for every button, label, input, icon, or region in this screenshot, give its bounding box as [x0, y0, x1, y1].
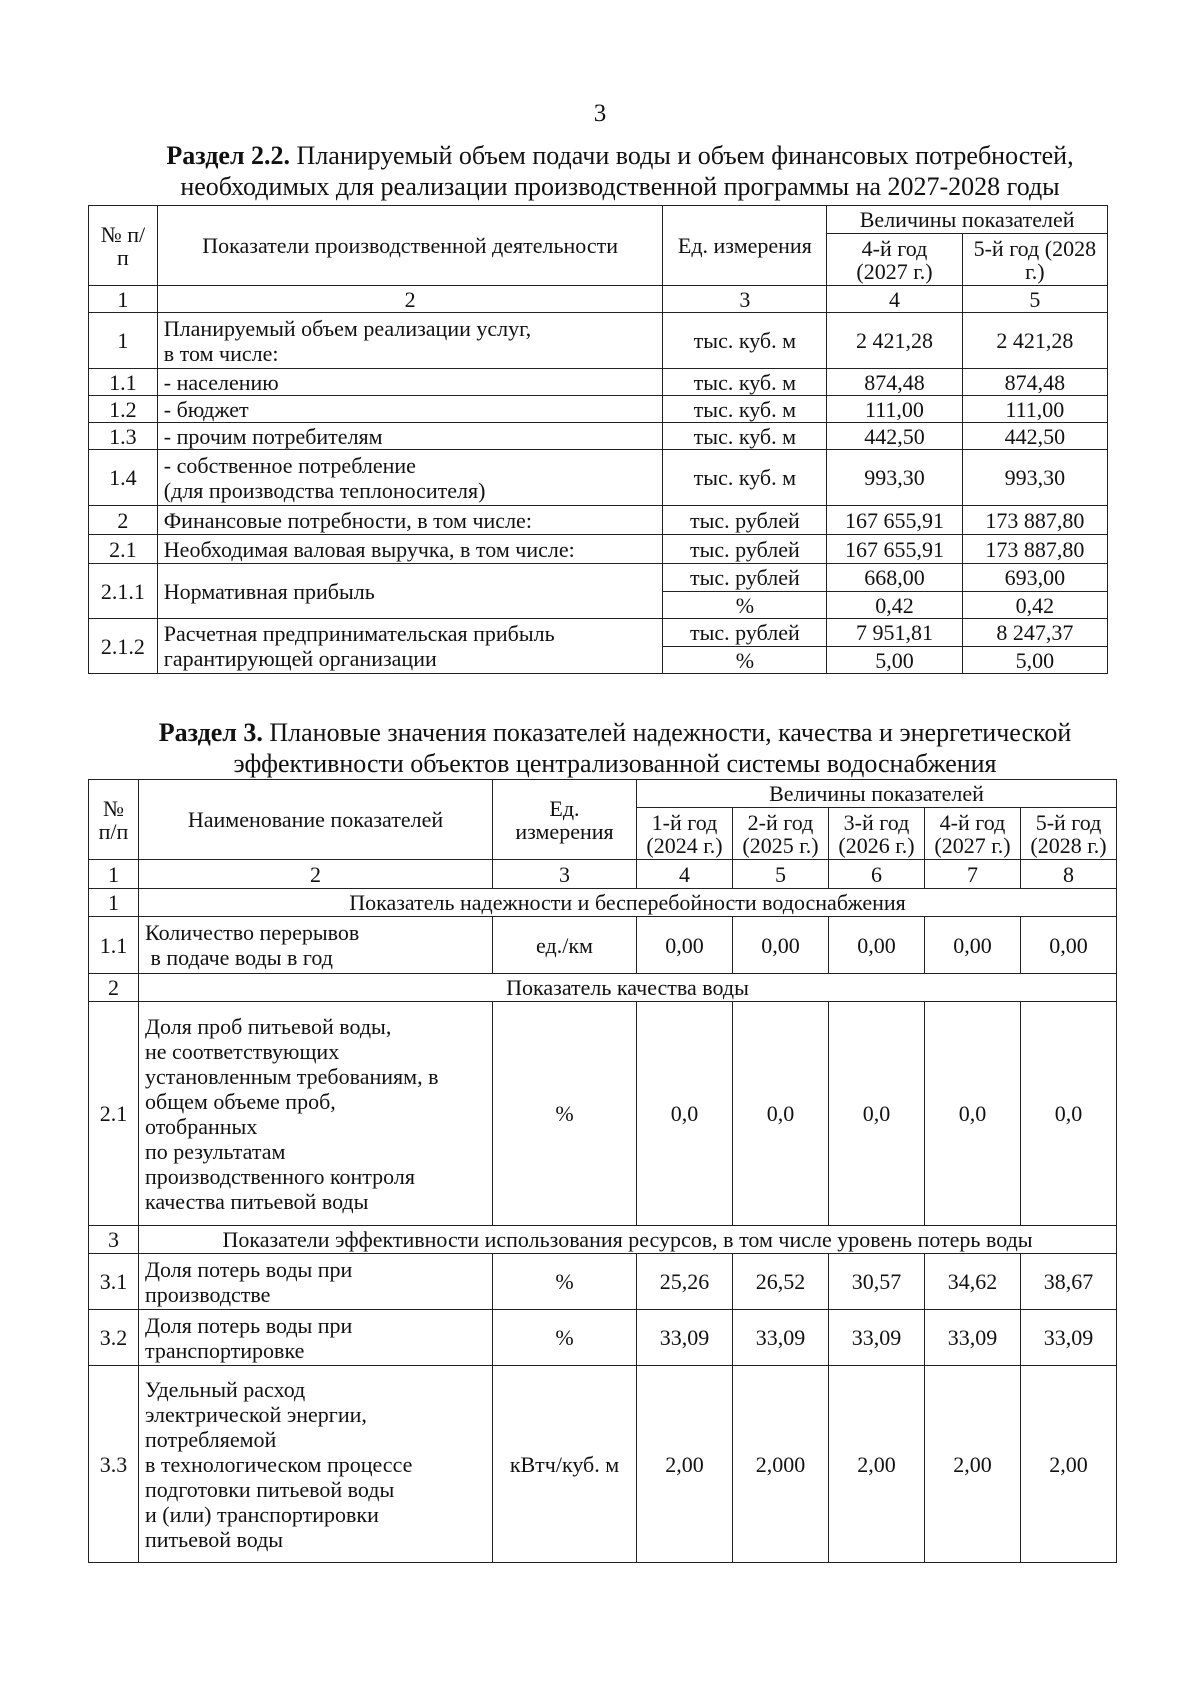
- row-name-line: общем объеме проб,: [145, 1088, 336, 1114]
- header-year-1: 1-й год (2024 г.): [637, 808, 733, 860]
- row-unit: ед./км: [493, 917, 637, 974]
- row-value-2027: 668,00: [827, 564, 962, 592]
- table-row: [89, 450, 1108, 506]
- table-row: [89, 423, 1108, 450]
- row-name-line: транспортировке: [145, 1337, 305, 1363]
- row-unit: тыс. куб. м: [663, 396, 827, 423]
- row-value-2027: 167 655,91: [827, 506, 962, 535]
- row-value-2028: 0,42: [962, 592, 1107, 619]
- col-number: 5: [733, 860, 829, 889]
- row-name: - бюджет: [157, 396, 663, 423]
- col-number: 3: [663, 286, 827, 313]
- header-year-4: 4-й год (2027 г.): [827, 234, 962, 286]
- row-unit: тыс. рублей: [663, 564, 827, 592]
- row-value: 0,0: [925, 1002, 1021, 1226]
- row-num: 1.4: [89, 450, 158, 506]
- table-row: [89, 369, 1108, 396]
- row-num: 1: [89, 889, 139, 917]
- row-value: 0,00: [637, 917, 733, 974]
- row-name: [157, 450, 663, 506]
- row-num: 2.1: [89, 535, 158, 564]
- row-value: 2,00: [637, 1366, 733, 1563]
- row-name-line: Удельный расход: [145, 1376, 306, 1402]
- row-value-2027: 2 421,28: [827, 313, 962, 369]
- row-name: [139, 1366, 493, 1563]
- header-num: № п/п: [89, 206, 158, 286]
- row-num: 1.2: [89, 396, 158, 423]
- row-num: 2.1.2: [89, 619, 158, 674]
- section-row: [89, 889, 1117, 917]
- row-value-2028: 8 247,37: [962, 619, 1107, 647]
- row-value: 33,09: [925, 1310, 1021, 1366]
- table-row: [89, 619, 1108, 647]
- row-unit: %: [493, 1310, 637, 1366]
- header-unit: Ед. измерения: [663, 206, 827, 286]
- header-year-4: 4-й год (2027 г.): [925, 808, 1021, 860]
- row-num: 1.3: [89, 423, 158, 450]
- row-name-line: установленным требованиям, в: [145, 1063, 439, 1089]
- col-number: 2: [157, 286, 663, 313]
- row-value: 0,0: [829, 1002, 925, 1226]
- section-row-title: Показатель надежности и бесперебойности водоснабжения: [139, 889, 1117, 917]
- row-unit: тыс. куб. м: [663, 313, 827, 369]
- row-value: 0,0: [1021, 1002, 1117, 1226]
- row-name: Нормативная прибыль: [157, 564, 663, 619]
- row-unit: тыс. куб. м: [663, 423, 827, 450]
- row-name-line: Количество перерывов: [145, 920, 360, 945]
- row-value: 26,52: [733, 1254, 829, 1310]
- row-num: 1.1: [89, 369, 158, 396]
- row-unit: %: [663, 592, 827, 619]
- row-value-2027: 442,50: [827, 423, 962, 450]
- col-number: 1: [89, 286, 158, 313]
- row-name-line: потребляемой: [145, 1426, 277, 1452]
- row-value: 0,00: [733, 917, 829, 974]
- table-row: [89, 396, 1108, 423]
- row-value: 0,0: [733, 1002, 829, 1226]
- row-name: [157, 313, 663, 369]
- row-name-line: в том числе:: [163, 340, 279, 366]
- section-row-title: Показатель качества воды: [139, 974, 1117, 1002]
- row-value: 34,62: [925, 1254, 1021, 1310]
- row-value-2028: 874,48: [962, 369, 1107, 396]
- row-unit: тыс. рублей: [663, 619, 827, 647]
- section-row: [89, 974, 1117, 1002]
- row-value-2028: 693,00: [962, 564, 1107, 592]
- col-number: 7: [925, 860, 1021, 889]
- reliability-quality-efficiency-table: [88, 779, 1117, 1563]
- table-row: [89, 313, 1108, 369]
- header-unit: Ед. измерения: [493, 780, 637, 860]
- row-name: [139, 1002, 493, 1226]
- table-row: [89, 535, 1108, 564]
- row-name-line: - собственное потребление: [163, 452, 416, 478]
- row-unit: тыс. рублей: [663, 506, 827, 535]
- row-name-line: подготовки питьевой воды: [145, 1476, 395, 1502]
- row-unit: кВтч/куб. м: [493, 1366, 637, 1563]
- row-num: 3.1: [89, 1254, 139, 1310]
- row-value: 38,67: [1021, 1254, 1117, 1310]
- row-name: [139, 917, 493, 974]
- row-num: 2: [89, 506, 158, 535]
- section-row-title: Показатели эффективности использования ресурсов, в том числе уровень потерь воды: [139, 1226, 1117, 1254]
- col-number: 1: [89, 860, 139, 889]
- row-unit: тыс. рублей: [663, 535, 827, 564]
- section-3-title-text: Плановые значения показателей надежности, качества и энергетической эффективности объектов централизованной системы водоснабжения: [233, 718, 1072, 778]
- row-name-line: Доля проб питьевой воды,: [145, 1013, 392, 1039]
- row-name-line: качества питьевой воды: [145, 1188, 369, 1214]
- row-name-line: (для производства теплоносителя): [163, 477, 486, 503]
- row-num: 3.2: [89, 1310, 139, 1366]
- row-name-line: Планируемый объем реализации услуг,: [163, 315, 532, 341]
- row-value-2028: 442,50: [962, 423, 1107, 450]
- section-2-2-title-bold: Раздел 2.2.: [166, 141, 291, 170]
- row-num: 2.1.1: [89, 564, 158, 619]
- row-value: 25,26: [637, 1254, 733, 1310]
- col-number: 4: [827, 286, 962, 313]
- row-name-line: Доля потерь воды при: [145, 1312, 353, 1338]
- row-value-2028: 2 421,28: [962, 313, 1107, 369]
- row-num: 1.1: [89, 917, 139, 974]
- row-name-line: производстве: [145, 1281, 271, 1307]
- section-2-2-title: [110, 140, 1130, 202]
- row-value-2027: 111,00: [827, 396, 962, 423]
- row-name: - населению: [157, 369, 663, 396]
- col-number: 3: [493, 860, 637, 889]
- header-num: № п/п: [89, 780, 139, 860]
- row-value-2028: 173 887,80: [962, 506, 1107, 535]
- header-year-5: 5-й год (2028 г.): [1021, 808, 1117, 860]
- header-values: Величины показателей: [827, 206, 1108, 234]
- row-name: [139, 1254, 493, 1310]
- row-value: 30,57: [829, 1254, 925, 1310]
- header-year-3: 3-й год (2026 г.): [829, 808, 925, 860]
- row-name-line: питьевой воды: [145, 1526, 284, 1552]
- row-name-line: и (или) транспортировки: [145, 1501, 379, 1527]
- row-value: 2,00: [1021, 1366, 1117, 1563]
- header-year-2: 2-й год (2025 г.): [733, 808, 829, 860]
- row-name: Финансовые потребности, в том числе:: [157, 506, 663, 535]
- col-number: 6: [829, 860, 925, 889]
- row-name-line: не соответствующих: [145, 1038, 340, 1064]
- row-name-line: производственного контроля: [145, 1163, 415, 1189]
- table-row: [89, 1366, 1117, 1563]
- water-supply-finance-table: [88, 205, 1108, 674]
- row-num: 2: [89, 974, 139, 1002]
- row-value-2027: 874,48: [827, 369, 962, 396]
- header-indicator: Показатели производственной деятельности: [157, 206, 663, 286]
- row-name-line: в технологическом процессе: [145, 1451, 413, 1477]
- row-value-2027: 5,00: [827, 647, 962, 674]
- row-unit: тыс. куб. м: [663, 369, 827, 396]
- table-row: [89, 917, 1117, 974]
- col-number: 4: [637, 860, 733, 889]
- row-unit: тыс. куб. м: [663, 450, 827, 506]
- row-num: 2.1: [89, 1002, 139, 1226]
- row-value-2027: 167 655,91: [827, 535, 962, 564]
- section-3-title-bold: Раздел 3.: [158, 718, 263, 747]
- table-row: [89, 506, 1108, 535]
- row-name: [157, 619, 663, 674]
- row-value-2028: 173 887,80: [962, 535, 1107, 564]
- row-name-line: электрической энергии,: [145, 1401, 367, 1427]
- row-value-2028: 5,00: [962, 647, 1107, 674]
- col-number: 2: [139, 860, 493, 889]
- row-value: 0,00: [829, 917, 925, 974]
- row-name: Необходимая валовая выручка, в том числе:: [157, 535, 663, 564]
- row-value: 33,09: [1021, 1310, 1117, 1366]
- row-num: 3: [89, 1226, 139, 1254]
- row-name-line: отобранных: [145, 1113, 258, 1139]
- row-name: - прочим потребителям: [157, 423, 663, 450]
- row-name-line: гарантирующей организации: [163, 646, 437, 671]
- row-value: 0,00: [1021, 917, 1117, 974]
- row-name-line: в подаче воды в год: [145, 945, 333, 970]
- row-value: 33,09: [637, 1310, 733, 1366]
- table-row: [89, 1310, 1117, 1366]
- row-unit: %: [663, 647, 827, 674]
- col-number: 5: [962, 286, 1107, 313]
- row-name-line: по результатам: [145, 1138, 286, 1164]
- row-num: 3.3: [89, 1366, 139, 1563]
- row-value-2028: 111,00: [962, 396, 1107, 423]
- row-value-2027: 7 951,81: [827, 619, 962, 647]
- row-name: [139, 1310, 493, 1366]
- page-number: 3: [593, 100, 607, 127]
- header-indicator: Наименование показателей: [139, 780, 493, 860]
- section-3-title: [100, 717, 1130, 779]
- row-value-2027: 0,42: [827, 592, 962, 619]
- row-unit: %: [493, 1002, 637, 1226]
- header-values: Величины показателей: [637, 780, 1117, 808]
- row-value: 33,09: [733, 1310, 829, 1366]
- row-value: 33,09: [829, 1310, 925, 1366]
- section-2-2-title-text: Планируемый объем подачи воды и объем финансовых потребностей, необходимых для реализации производственной программы на 2027-2028 годы: [180, 141, 1074, 201]
- row-value-2027: 993,30: [827, 450, 962, 506]
- row-num: 1: [89, 313, 158, 369]
- header-year-5: 5-й год (2028 г.): [962, 234, 1107, 286]
- row-value: 0,00: [925, 917, 1021, 974]
- section-row: [89, 1226, 1117, 1254]
- row-name-line: Расчетная предпринимательская прибыль: [163, 621, 555, 646]
- table-row: [89, 564, 1108, 592]
- col-number: 8: [1021, 860, 1117, 889]
- row-value-2028: 993,30: [962, 450, 1107, 506]
- table-row: [89, 1002, 1117, 1226]
- row-value: 2,000: [733, 1366, 829, 1563]
- row-unit: %: [493, 1254, 637, 1310]
- row-name-line: Доля потерь воды при: [145, 1256, 353, 1282]
- row-value: 2,00: [829, 1366, 925, 1563]
- row-value: 2,00: [925, 1366, 1021, 1563]
- row-value: 0,0: [637, 1002, 733, 1226]
- table-row: [89, 1254, 1117, 1310]
